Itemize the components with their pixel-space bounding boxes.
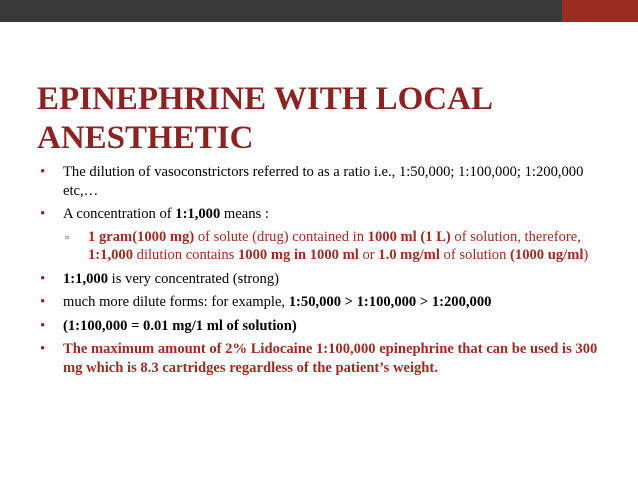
ratio-comparison: 1:50,000 > 1:100,000 > 1:200,000 [288, 294, 492, 310]
text-part: 1 gram [88, 228, 133, 245]
bullet-text-part: means : [220, 206, 269, 222]
text-part: 1000 ml (1 L) [367, 228, 451, 245]
text-part: (1000 ug/ml [510, 247, 584, 263]
slide-title: EPINEPHRINE WITH LOCAL ANESTHETIC [37, 81, 492, 156]
text-part: of solution, therefore, [450, 228, 581, 245]
text-part: 1:1,000 [88, 247, 133, 263]
top-bar [0, 0, 638, 22]
bullet-list [37, 163, 617, 382]
text-part: 1000 mg in 1000 ml [238, 247, 359, 263]
text-part: 1.0 mg/ml [378, 247, 440, 263]
text-part: of solute (drug) contained in [194, 228, 368, 245]
bullet-text-part: is very concentrated (strong) [108, 270, 280, 287]
bullet-maximum-amount [37, 340, 617, 377]
text-part: ) [583, 247, 589, 263]
top-accent-block [562, 0, 638, 22]
text-part: dilution contains [133, 247, 238, 263]
bullet-text-part: A concentration of [63, 206, 176, 222]
bullet-text: The dilution of vasoconstrictors referred to as a ratio i.e., 1:50,000; 1:100,000; 1:200,000 etc,… [63, 164, 584, 199]
ratio-text: 1:1,000 [63, 270, 108, 287]
bullet-text: (1:100,000 = 0.01 mg/1 ml of solution) [63, 317, 297, 334]
bullet-concentration [37, 205, 617, 265]
bullet-dilution-ratio [37, 163, 617, 200]
text-part: or [358, 247, 379, 263]
bullet-conversion [37, 317, 617, 336]
text-part: of solution [439, 247, 511, 263]
bullet-text-part: much more dilute forms: for example, [63, 294, 289, 310]
sub-bullet-definition [63, 228, 617, 265]
text-part: (1000 mg) [132, 228, 195, 245]
bullet-dilute-forms [37, 293, 617, 312]
sub-bullet-list [63, 228, 617, 265]
bullet-very-concentrated [37, 270, 617, 289]
ratio-text: 1:1,000 [175, 206, 221, 222]
bullet-text: The maximum amount of 2% Lidocaine 1:100,000 epinephrine that can be used is 300 mg which is 8.3 cartridges regardless of the patient’s weight. [63, 341, 598, 376]
